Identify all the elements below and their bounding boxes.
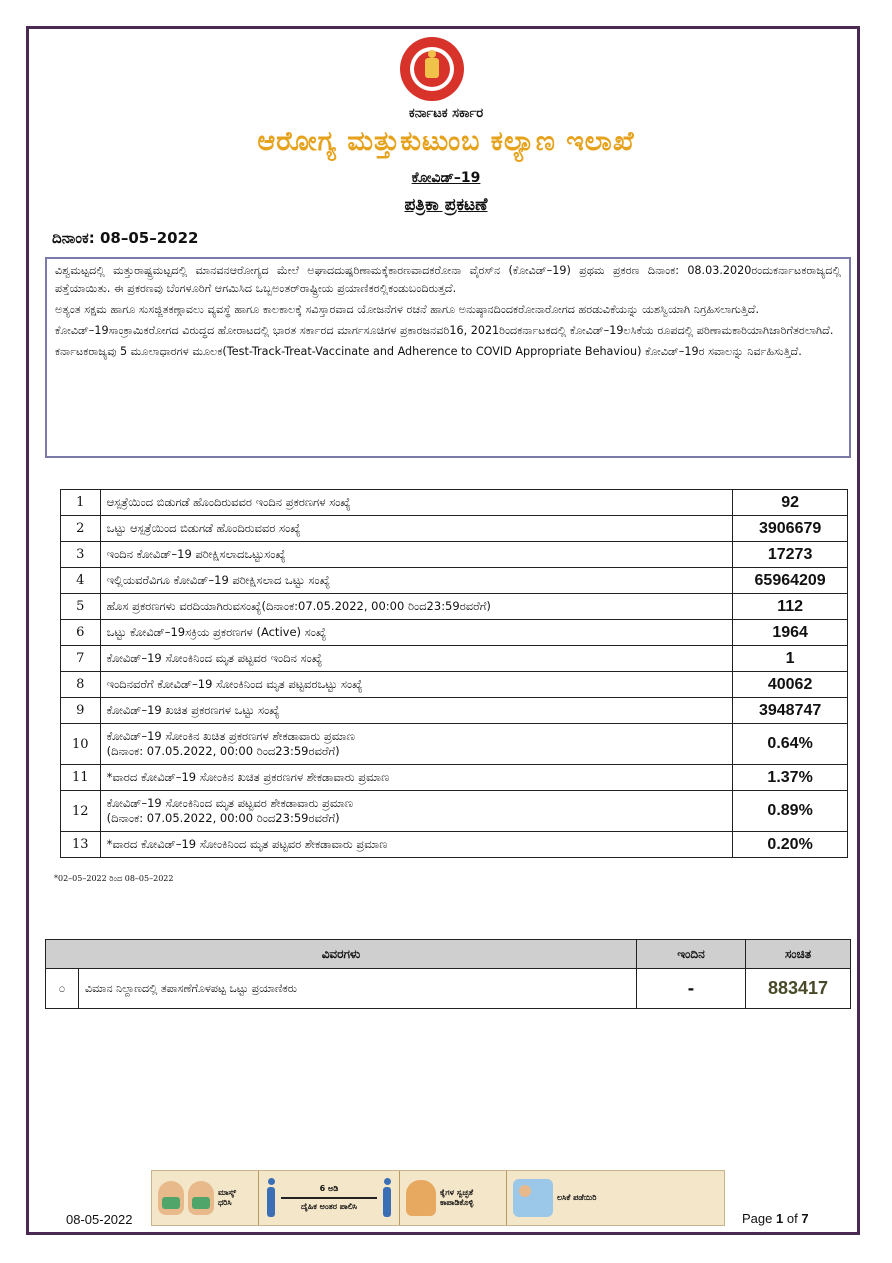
table-row bbox=[61, 594, 848, 620]
row-description: ಆಸ್ಪತ್ರೆಯಿಂದ ಬಿಡುಗಡೆ ಹೊಂದಿರುವವರ ಇಂದಿನ ಪ್ರಕರಣಗಳ ಸಂಖ್ಯೆ bbox=[100, 490, 733, 516]
row-description: ಕೋವಿಡ್–19 ಖಚಿತ ಪ್ರಕರಣಗಳ ಒಟ್ಟು ಸಂಖ್ಯೆ bbox=[100, 698, 733, 724]
row-description: ಕೋವಿಡ್–19 ಸೋಂಕಿನಿಂದ ಮೃತ ಪಟ್ಟವರ ಇಂದಿನ ಸಂಖ್ಯೆ bbox=[100, 646, 733, 672]
intro-paragraph: ಕರ್ನಾಟಕರಾಜ್ಯವು 5 ಮೂಲಾಧಾರಗಳ ಮೂಲಕ(Test-Track-Treat-Vaccinate and Adherence to COVID Appropriate Behaviou) ಕೋವಿಡ್–19ರ ಸವಾಲನ್ನು ನಿರ್ವಹಿಸುತ್ತಿದೆ. bbox=[55, 345, 802, 358]
distance-bottom-label: ದೈಹಿಕ ಅಂತರ ಪಾಲಿಸಿ bbox=[300, 1202, 358, 1211]
row-description-line: ಕೋವಿಡ್–19 ಸೋಂಕಿನ ಖಚಿತ ಪ್ರಕರಣಗಳ ಶೇಕಡಾವಾರು ಪ್ರಮಾಣ bbox=[106, 729, 355, 743]
distance-top-label: 6 ಅಡಿ bbox=[319, 1184, 339, 1193]
row-description: ಹೊಸ ಪ್ರಕರಣಗಳು ವರದಿಯಾಗಿರುವಸಂಖ್ಯೆ(ದಿನಾಂಕ:07.05.2022, 00:00 ರಿಂದ23:59ರವರೆಗೆ) bbox=[100, 594, 733, 620]
department-title: ಆರೋಗ್ಯ ಮತ್ತುಕುಟುಂಬ ಕಲ್ಯಾಣ ಇಲಾಖೆ bbox=[257, 126, 635, 157]
masked-face-icon bbox=[188, 1181, 214, 1215]
row-value: 40062 bbox=[733, 672, 848, 698]
table-row bbox=[61, 620, 848, 646]
vaccine-segment bbox=[507, 1171, 603, 1225]
row-description: *ವಾರದ ಕೋವಿಡ್–19 ಸೋಂಕಿನಿಂದ ಮೃತ ಪಟ್ಟವರ ಶೇಕಡಾವಾರು ಪ್ರಮಾಣ bbox=[100, 832, 733, 858]
statistics-table bbox=[60, 489, 848, 858]
table-row bbox=[61, 646, 848, 672]
covid-guidelines-banner bbox=[151, 1170, 725, 1226]
row-value: 112 bbox=[733, 594, 848, 620]
table-row bbox=[61, 724, 848, 765]
press-release-heading: ಪತ್ರಿಕಾ ಪ್ರಕಟಣೆ bbox=[404, 195, 488, 215]
row-value: 1964 bbox=[733, 620, 848, 646]
row-value: 17273 bbox=[733, 542, 848, 568]
column-header-today: ಇಂದಿನ bbox=[637, 940, 746, 969]
handwash-icon bbox=[406, 1180, 436, 1216]
row-number: 5 bbox=[61, 594, 101, 620]
row-description bbox=[100, 724, 733, 765]
handwash-segment bbox=[400, 1171, 507, 1225]
row-value: 65964209 bbox=[733, 568, 848, 594]
row-number: 1 bbox=[61, 490, 101, 516]
row-description: *ವಾರದ ಕೋವಿಡ್–19 ಸೋಂಕಿನ ಖಚಿತ ಪ್ರಕರಣಗಳ ಶೇಕಡಾವಾರು ಪ್ರಮಾಣ bbox=[100, 765, 733, 791]
table-row bbox=[61, 765, 848, 791]
intro-box bbox=[45, 257, 851, 458]
distance-indicator bbox=[281, 1184, 377, 1212]
table-row bbox=[61, 568, 848, 594]
table-row bbox=[61, 672, 848, 698]
mask-segment bbox=[152, 1171, 259, 1225]
row-description: ವಿಮಾನ ನಿಲ್ದಾಣದಲ್ಲಿ ತಪಾಸಣೆಗೊಳಪಟ್ಟ ಒಟ್ಟು ಪ್ರಯಾಣಿಕರು bbox=[79, 969, 637, 1009]
release-date: ದಿನಾಂಕ: 08–05–2022 bbox=[52, 229, 199, 247]
row-number: 8 bbox=[61, 672, 101, 698]
person-icon bbox=[381, 1178, 393, 1218]
row-number: 11 bbox=[61, 765, 101, 791]
intro-paragraph: ಕೋವಿಡ್–19ಸಾಂಕ್ರಾಮಿಕರೋಗದ ವಿರುದ್ಧದ ಹೋರಾಟದಲ್ಲಿ ಭಾರತ ಸರ್ಕಾರದ ಮಾರ್ಗಸೂಚಿಗಳ ಪ್ರಕಾರಜನವರಿ16, 2021ರಿಂದಕರ್ನಾಟಕದಲ್ಲಿ ಕೋವಿಡ್–19ಲಸಿಕೆಯ ರೂಪದಲ್ಲಿ ಪರಿಣಾಮಕಾರಿಯಾಗಿಜಾರಿಗೆತರಲಾಗಿದೆ. bbox=[55, 324, 834, 337]
row-value: 3948747 bbox=[733, 698, 848, 724]
row-value: 1.37% bbox=[733, 765, 848, 791]
row-description: ಇಂದಿನವರೆಗೆ ಕೋವಿಡ್–19 ಸೋಂಕಿನಿಂದ ಮೃತ ಪಟ್ಟವರಒಟ್ಟು ಸಂಖ್ಯೆ bbox=[100, 672, 733, 698]
vaccine-label: ಲಸಿಕೆ ಪಡೆಯಿರಿ bbox=[557, 1193, 597, 1202]
page-prefix: Page bbox=[742, 1211, 773, 1226]
row-number: 3 bbox=[61, 542, 101, 568]
row-number: 12 bbox=[61, 791, 101, 832]
row-description: ಒಟ್ಟು ಕೋವಿಡ್–19ಸಕ್ರಿಯ ಪ್ರಕರಣಗಳ (Active) ಸಂಖ್ಯೆ bbox=[100, 620, 733, 646]
row-cumulative-value: 883417 bbox=[746, 969, 851, 1009]
date-range-note: *02–05–2022 ರಿಂದ 08–05–2022 bbox=[54, 874, 174, 883]
table-row bbox=[61, 516, 848, 542]
row-description-line: (ದಿನಾಂಕ: 07.05.2022, 00:00 ರಿಂದ23:59ರವರೆಗೆ) bbox=[106, 811, 340, 825]
table-row bbox=[46, 969, 851, 1009]
row-description: ಇಲ್ಲಿಯವರೆವಿಗೂ ಕೋವಿಡ್–19 ಪರೀಕ್ಷಿಸಲಾದ ಒಟ್ಟು ಸಂಖ್ಯೆ bbox=[100, 568, 733, 594]
row-description: ಇಂದಿನ ಕೋವಿಡ್–19 ಪರೀಕ್ಷಿಸಲಾದಒಟ್ಟುಸಂಖ್ಯೆ bbox=[100, 542, 733, 568]
page-total: 7 bbox=[801, 1211, 809, 1226]
mask-label: ಮಾಸ್ಕ್ ಧರಿಸಿ bbox=[218, 1188, 237, 1207]
row-description bbox=[100, 791, 733, 832]
row-number: 6 bbox=[61, 620, 101, 646]
airport-screening-table bbox=[45, 939, 851, 1009]
row-value: 0.20% bbox=[733, 832, 848, 858]
row-number: 9 bbox=[61, 698, 101, 724]
government-name: ಕರ್ನಾಟಕ ಸರ್ಕಾರ bbox=[408, 106, 484, 121]
row-value: 1 bbox=[733, 646, 848, 672]
footer-date: 08-05-2022 bbox=[66, 1212, 133, 1227]
table-row bbox=[61, 698, 848, 724]
row-number: 4 bbox=[61, 568, 101, 594]
row-number: ೦ bbox=[46, 969, 79, 1009]
column-header-details: ವಿವರಗಳು bbox=[46, 940, 637, 969]
page-of: of bbox=[786, 1211, 798, 1226]
row-number: 2 bbox=[61, 516, 101, 542]
page-number: 1 bbox=[776, 1211, 784, 1226]
masked-face-icon bbox=[158, 1181, 184, 1215]
vaccination-icon bbox=[513, 1179, 553, 1217]
table-row bbox=[61, 791, 848, 832]
row-value: 92 bbox=[733, 490, 848, 516]
covid-heading: ಕೋವಿಡ್–19 bbox=[411, 170, 481, 186]
row-number: 10 bbox=[61, 724, 101, 765]
intro-paragraph: ಅತ್ಯಂತ ಸಕ್ಷಮ ಹಾಗೂ ಸುಸಜ್ಜಿತಕಣ್ಗಾವಲು ವ್ಯವಸ್ಥೆ ಹಾಗೂ ಕಾಲಕಾಲಕ್ಕೆ ಸವಿಸ್ತಾರವಾದ ಯೋಜನೆಗಳ ರಚನೆ ಹಾಗೂ ಅನುಷ್ಠಾನದಿಂದಕರೋನಾರೋಗದ ಹರಡುವಿಕೆಯನ್ನು ಯಶಸ್ವಿಯಾಗಿ ನಿಗ್ರಹಿಸಲಾಗುತ್ತಿದೆ. bbox=[55, 303, 760, 316]
row-number: 7 bbox=[61, 646, 101, 672]
table-header-row bbox=[46, 940, 851, 969]
table-row bbox=[61, 832, 848, 858]
distance-segment bbox=[259, 1171, 400, 1225]
row-value: 3906679 bbox=[733, 516, 848, 542]
row-value: 0.64% bbox=[733, 724, 848, 765]
handwash-label: ಕೈಗಳ ಸ್ವಚ್ಛತೆ ಕಾಪಾಡಿಕೊಳ್ಳಿ bbox=[440, 1188, 474, 1207]
row-number: 13 bbox=[61, 832, 101, 858]
government-seal-icon bbox=[387, 36, 477, 106]
row-value: 0.89% bbox=[733, 791, 848, 832]
table-row bbox=[61, 490, 848, 516]
distance-arrow-icon bbox=[281, 1197, 377, 1199]
row-description-line: ಕೋವಿಡ್–19 ಸೋಂಕಿನಿಂದ ಮೃತ ಪಟ್ಟವರ ಶೇಕಡಾವಾರು ಪ್ರಮಾಣ bbox=[106, 796, 354, 810]
person-icon bbox=[265, 1178, 277, 1218]
row-today-value: - bbox=[637, 969, 746, 1009]
row-description: ಒಟ್ಟು ಆಸ್ಪತ್ರೆಯಿಂದ ಬಿಡುಗಡೆ ಹೊಂದಿರುವವರ ಸಂಖ್ಯೆ bbox=[100, 516, 733, 542]
row-description-line: (ದಿನಾಂಕ: 07.05.2022, 00:00 ರಿಂದ23:59ರವರೆಗೆ) bbox=[106, 744, 340, 758]
intro-paragraph: ವಿಶ್ವಮಟ್ಟದಲ್ಲಿ ಮತ್ತುರಾಷ್ಟ್ರಮಟ್ಟದಲ್ಲಿ ಮಾನವನಆರೋಗ್ಯದ ಮೇಲೆ ಅಘಾದದುಷ್ಪರಿಣಾಮಕ್ಕೆಕಾರಣವಾದಕರೋನಾ ವೈರಸ್‌ನ (ಕೋವಿಡ್–19) ಪ್ರಥಮ ಪ್ರಕರಣ ದಿನಾಂಕ: 08.03.2020ರಂದುಕರ್ನಾಟಕರಾಜ್ಯದಲ್ಲಿ ಪತ್ತೆಯಾಯಿತು. ಈ ಪ್ರಕರಣವು ಬೆಂಗಳೂರಿಗೆ ಆಗಮಿಸಿದ ಒಬ್ಬಅಂತರ್‌ರಾಷ್ಟ್ರೀಯ ಪ್ರಯಾಣಿಕರಲ್ಲಿಕಂಡುಬಂದಿರುತ್ತದೆ. bbox=[55, 264, 841, 295]
column-header-cumulative: ಸಂಚಿತ bbox=[746, 940, 851, 969]
table-row bbox=[61, 542, 848, 568]
page-indicator bbox=[742, 1211, 809, 1226]
